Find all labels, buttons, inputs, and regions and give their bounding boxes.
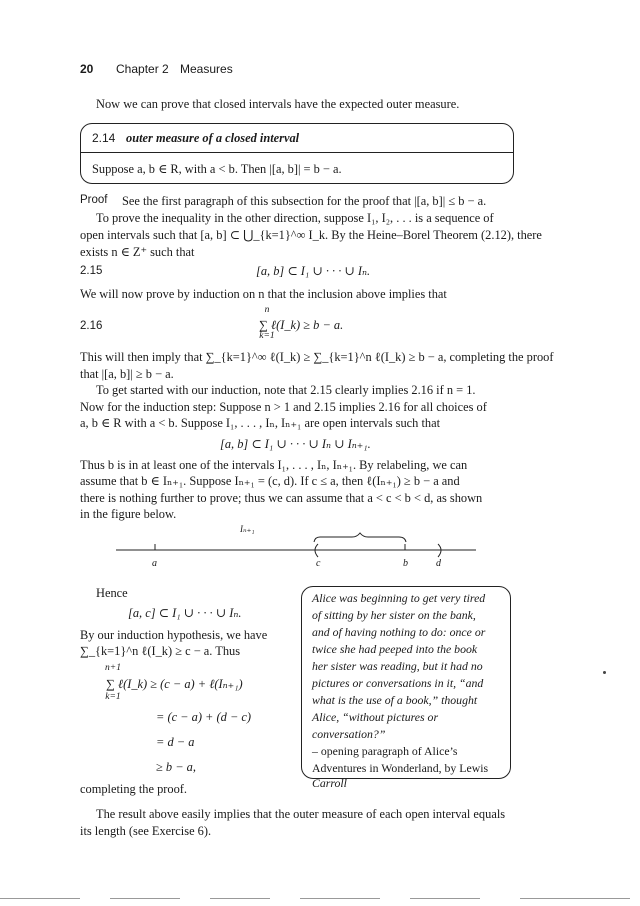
- quote-line: Alice, “without pictures or: [312, 710, 439, 724]
- quote-line: and of having nothing to do: once or: [312, 625, 486, 639]
- point-a-label: a: [152, 558, 157, 569]
- proof-line: To get started with our induction, note that 2.15 clearly implies 2.16 if n = 1.: [96, 383, 476, 397]
- sum-lower-limit: k=1: [259, 331, 275, 341]
- result-title: outer measure of a closed interval: [126, 131, 300, 145]
- proof-line: exists n ∈ Z⁺ such that: [80, 245, 195, 259]
- point-b-label: b: [403, 558, 408, 569]
- equation-label: 2.15: [80, 265, 103, 277]
- derivation-line-3: = d − a: [156, 735, 195, 749]
- interval-figure: [110, 520, 480, 576]
- closing-paragraph-line: The result above easily implies that the outer measure of each open interval equals: [96, 807, 506, 821]
- brace-label: Iₙ₊₁: [240, 524, 255, 534]
- equation-2-16: ∑ ℓ(I_k) ≥ b − a.: [259, 318, 344, 332]
- equation-hence: [a, c] ⊂ I₁ ∪ · · · ∪ Iₙ.: [128, 606, 242, 620]
- quote-line: of sitting by her sister on the bank,: [312, 608, 476, 622]
- scan-speck: [603, 671, 606, 674]
- proof-line: that |[a, b]| ≥ b − a.: [80, 367, 174, 381]
- proof-line: See the first paragraph of this subsection for the proof that |[a, b]| ≤ b − a.: [122, 194, 487, 208]
- equation-inclusion: [a, b] ⊂ I₁ ∪ · · · ∪ Iₙ ∪ Iₙ₊₁.: [220, 437, 371, 451]
- hence-text: ∑_{k=1}^n ℓ(I_k) ≥ c − a. Thus: [80, 644, 241, 658]
- proof-label: Proof: [80, 194, 108, 206]
- quote-line: Alice was beginning to get very tired: [312, 591, 486, 605]
- proof-line: We will now prove by induction on n that the inclusion above implies that: [80, 287, 447, 301]
- result-statement: Suppose a, b ∈ R, with a < b. Then |[a, b]| = b − a.: [92, 162, 342, 176]
- proof-line: there is nothing further to prove; thus we can assume that a < c < b < d, as shown: [80, 491, 483, 505]
- quote-attribution: Adventures in Wonderland, by Lewis: [312, 761, 489, 775]
- quote-line: conversation?”: [312, 727, 386, 741]
- interval-brace: [314, 533, 406, 542]
- hence-text: By our induction hypothesis, we have: [80, 628, 268, 642]
- point-d-label: d: [436, 558, 441, 569]
- page-number: 20: [80, 62, 94, 76]
- proof-line: Thus b is in at least one of the intervals I₁, . . . , Iₙ, Iₙ₊₁. By relabeling, we can: [80, 458, 468, 472]
- running-header-chapter: Chapter 2: [116, 62, 169, 76]
- bottom-edge-mark: [0, 898, 80, 899]
- proof-line: Now for the induction step: Suppose n > 1 and 2.15 implies 2.16 for all choices of: [80, 400, 487, 414]
- proof-conclusion: completing the proof.: [80, 782, 188, 796]
- quote-line: what is the use of a book,” thought: [312, 693, 478, 707]
- proof-line: assume that b ∈ Iₙ₊₁. Suppose Iₙ₊₁ = (c, d). If c ≤ a, then ℓ(Iₙ₊₁) ≥ b − a and: [80, 474, 460, 488]
- derivation-line-2: = (c − a) + (d − c): [156, 710, 252, 724]
- quote-attribution: – opening paragraph of Alice’s: [312, 744, 458, 758]
- hence-label: Hence: [96, 586, 128, 600]
- result-number: 2.14: [92, 131, 116, 145]
- equation-2-15: [a, b] ⊂ I₁ ∪ · · · ∪ Iₙ.: [256, 264, 371, 278]
- sum-upper-limit: n: [264, 305, 270, 315]
- point-c-label: c: [316, 558, 321, 569]
- quote-line: pictures or conversations in it, “and: [312, 676, 484, 690]
- closing-paragraph-line: its length (see Exercise 6).: [80, 824, 212, 838]
- proof-line: a, b ∈ R with a < b. Suppose I₁, . . . , Iₙ, Iₙ₊₁ are open intervals such that: [80, 416, 441, 430]
- derivation-line-1: ∑ ℓ(I_k) ≥ (c − a) + ℓ(Iₙ₊₁): [106, 677, 243, 691]
- bottom-edge-mark: [300, 898, 380, 899]
- bottom-edge-mark: [210, 898, 270, 899]
- proof-line: To prove the inequality in the other direction, suppose I₁, I₂, . . . is a sequence of: [96, 211, 494, 225]
- bottom-edge-mark: [520, 898, 630, 899]
- sum-upper-limit: n+1: [105, 663, 121, 673]
- bottom-edge-mark: [410, 898, 480, 899]
- sum-lower-limit: k=1: [105, 692, 121, 702]
- quote-line: twice she had peeped into the book: [312, 642, 478, 656]
- intro-sentence: Now we can prove that closed intervals have the expected outer measure.: [96, 97, 460, 111]
- running-header-title: Measures: [180, 62, 233, 76]
- proof-line: in the figure below.: [80, 507, 177, 521]
- quote-attribution: Carroll: [312, 776, 347, 790]
- equation-label: 2.16: [80, 320, 103, 332]
- proof-line: open intervals such that [a, b] ⊂ ⋃_{k=1}^∞ I_k. By the Heine–Borel Theorem (2.12), there: [80, 228, 542, 242]
- proof-line: This will then imply that ∑_{k=1}^∞ ℓ(I_k) ≥ ∑_{k=1}^n ℓ(I_k) ≥ b − a, completing the proof: [80, 350, 554, 364]
- derivation-line-4: ≥ b − a,: [156, 760, 196, 774]
- quote-line: her sister was reading, but it had no: [312, 659, 483, 673]
- bottom-edge-mark: [110, 898, 180, 899]
